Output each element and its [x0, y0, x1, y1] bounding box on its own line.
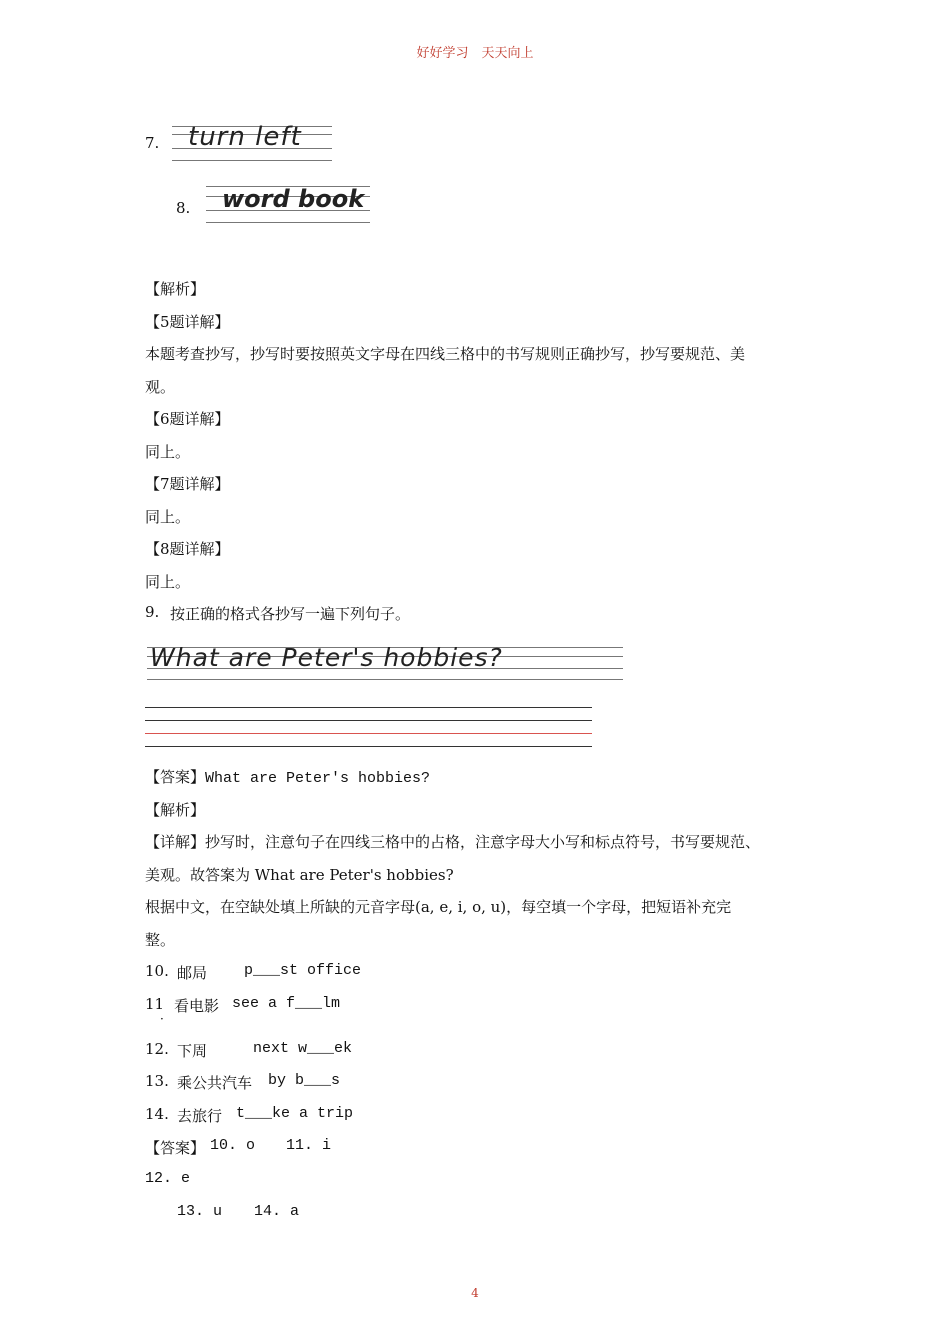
detail-6-body: 同上。 — [145, 443, 191, 461]
detail-7-title: 【7题详解】 — [145, 475, 230, 493]
blank-writing-line-red — [145, 733, 592, 734]
item-8-handwriting: word book — [222, 185, 365, 213]
question-12-number: 12. — [145, 1040, 169, 1058]
answer-14: 14. a — [254, 1203, 300, 1220]
answer-9 — [145, 766, 430, 787]
answer-9-label: 【答案】 — [145, 768, 206, 786]
page-number: 4 — [471, 1286, 479, 1300]
detail-5-body: 本题考查抄写，抄写时要按照英文字母在四线三格中的书写规则正确抄写，抄写要规范、美 — [145, 345, 746, 363]
instructions-line1: 根据中文，在空缺处填上所缺的元音字母(a, e, i, o, u)，每空填一个字母，把短语补充完 — [145, 898, 732, 916]
answers-label: 【答案】 — [145, 1139, 206, 1157]
item-8-number: 8. — [176, 199, 191, 217]
question-11-number: 11 — [145, 995, 165, 1013]
detail-7-body: 同上。 — [145, 508, 191, 526]
detail-6-title: 【6题详解】 — [145, 410, 230, 428]
writing-line — [206, 222, 370, 223]
question-12-chinese: 下周 — [177, 1042, 208, 1060]
writing-line — [147, 679, 623, 680]
question-10-english: p___st office — [244, 962, 362, 979]
question-9-prompt: 按正确的格式各抄写一遍下列句子。 — [170, 605, 411, 623]
answer-9-text: What are Peter's hobbies? — [205, 770, 431, 787]
question-13-chinese: 乘公共汽车 — [177, 1074, 253, 1092]
page-header: 好好学习 天天向上 — [416, 46, 534, 61]
blank-writing-line — [145, 746, 592, 747]
answer-10: 10. o — [210, 1137, 256, 1154]
detail-9-line2: 美观。故答案为 What are Peter's hobbies? — [145, 866, 454, 884]
detail-8-body: 同上。 — [145, 573, 191, 591]
blank-writing-line — [145, 707, 592, 708]
question-11-english: see a f___lm — [232, 995, 341, 1012]
question-14-english: t___ke a trip — [236, 1105, 354, 1122]
question-14-chinese: 去旅行 — [177, 1107, 223, 1125]
answer-12: 12. e — [145, 1170, 191, 1187]
instructions-line2: 整。 — [145, 931, 176, 949]
blank-writing-line — [145, 720, 592, 721]
question-11-dot: · — [160, 1012, 164, 1026]
question-12-english: next w___ek — [253, 1040, 353, 1057]
analysis-9-heading: 【解析】 — [145, 801, 206, 819]
analysis-heading: 【解析】 — [145, 280, 206, 298]
answer-13: 13. u — [177, 1203, 223, 1220]
detail-8-title: 【8题详解】 — [145, 540, 230, 558]
writing-line — [172, 160, 332, 161]
item-7-handwriting: turn left — [188, 122, 302, 152]
answer-11: 11. i — [286, 1137, 332, 1154]
question-13-number: 13. — [145, 1072, 169, 1090]
question-14-number: 14. — [145, 1105, 169, 1123]
question-10-chinese: 邮局 — [177, 964, 208, 982]
question-9-number: 9. — [145, 603, 160, 621]
detail-9-line1: 【详解】抄写时，注意句子在四线三格中的占格，注意字母大小写和标点符号，书写要规范、 — [145, 833, 761, 851]
question-10-number: 10. — [145, 962, 169, 980]
question-11-chinese: 看电影 — [174, 997, 220, 1015]
detail-5-title: 【5题详解】 — [145, 313, 230, 331]
question-9-handwriting: What are Peter's hobbies? — [150, 643, 503, 672]
detail-5-body-cont: 观。 — [145, 378, 176, 396]
item-7-number: 7. — [145, 134, 160, 152]
question-13-english: by b___s — [268, 1072, 341, 1089]
